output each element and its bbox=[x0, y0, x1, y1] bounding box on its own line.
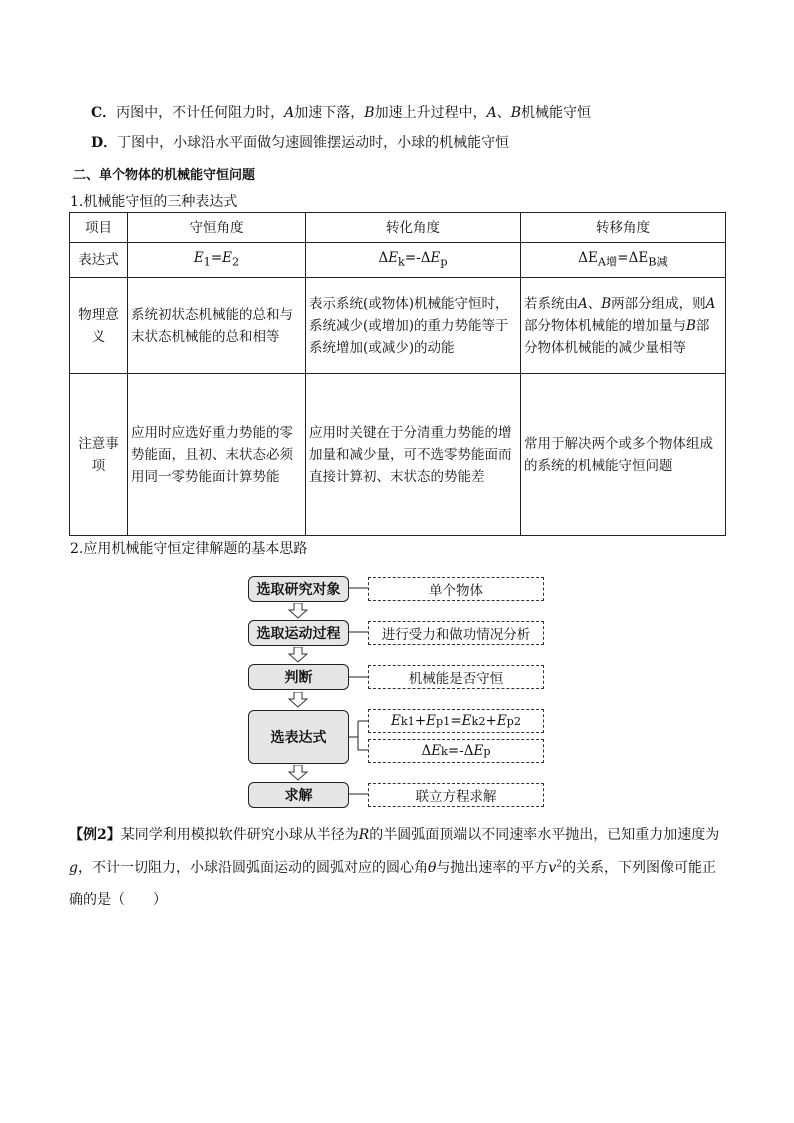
flow-step-judge: 判断 bbox=[248, 664, 349, 690]
flow-step-select-object: 选取研究对象 bbox=[248, 576, 349, 602]
table-row-notes bbox=[70, 374, 726, 536]
option-c-text: 丙图中，不计任何阻力时， bbox=[116, 105, 285, 121]
subheading-1: 1.机械能守恒的三种表达式 bbox=[70, 194, 238, 210]
expr-conservation: $E_1=E_2$ bbox=[128, 243, 306, 278]
arrow-down-icon bbox=[288, 692, 308, 708]
example-tag: 【例2】 bbox=[69, 827, 121, 843]
example-line-2: g，不计一切阻力，小球沿圆弧面运动的圆弧对应的圆心角θ与抛出速率的平方$v^2$的关系，下列图像可能正 bbox=[69, 859, 717, 876]
flow-note-expr-a: E k1 + E p1 = E k2 + E p2 bbox=[368, 709, 544, 733]
table-row-meaning bbox=[70, 278, 726, 374]
arrow-down-icon bbox=[288, 765, 308, 781]
table-header: 项目 bbox=[70, 213, 128, 243]
option-d-text: 丁图中，小球沿水平面做匀速圆锥摆运动时，小球的机械能守恒 bbox=[117, 135, 510, 151]
table-header: 守恒角度 bbox=[128, 213, 306, 243]
option-c-text: 机械能守恒 bbox=[521, 105, 591, 121]
arrow-down-icon bbox=[288, 647, 308, 663]
table-row-expression bbox=[70, 243, 726, 278]
subheading-2: 2.应用机械能守恒定律解题的基本思路 bbox=[70, 541, 308, 557]
section-heading: 二、单个物体的机械能守恒问题 bbox=[73, 168, 256, 183]
option-c-text: 、 bbox=[496, 105, 511, 121]
note-conservation: 应用时应选好重力势能的零势能面，且初、末状态必须用同一零势能面计算势能 bbox=[128, 374, 306, 536]
note-conversion: 应用时关键在于分清重力势能的增加量和减少量，可不选零势能面而直接计算初、末状态的势能差 bbox=[306, 374, 521, 536]
row-label: 注意事项 bbox=[70, 374, 128, 536]
flow-note-force-work: 进行受力和做功情况分析 bbox=[368, 621, 544, 645]
option-c-label: C． bbox=[91, 105, 117, 121]
row-label: 物理意义 bbox=[70, 278, 128, 374]
meaning-transfer: 若系统由A、B两部分组成，则A部分物体机械能的增加量与B部分物体机械能的减少量相等 bbox=[521, 278, 726, 374]
table-header-row bbox=[70, 213, 726, 243]
arrow-down-icon bbox=[288, 603, 308, 619]
conservation-table bbox=[69, 212, 726, 536]
flow-step-select-expression: 选表达式 bbox=[248, 710, 349, 764]
flow-step-select-process: 选取运动过程 bbox=[248, 620, 349, 646]
expr-transfer: $\Delta E_{A增}=\Delta E_{B减}$ bbox=[521, 243, 726, 278]
option-c-text: 加速上升过程中， bbox=[374, 105, 487, 121]
meaning-conversion: 表示系统(或物体)机械能守恒时，系统减少(或增加)的重力势能等于系统增加(或减少)的动能 bbox=[306, 278, 521, 374]
table-header: 转化角度 bbox=[306, 213, 521, 243]
flow-note-single-object: 单个物体 bbox=[368, 577, 544, 601]
var-b: B bbox=[364, 105, 375, 121]
option-d bbox=[91, 132, 509, 152]
flow-note-conserved: 机械能是否守恒 bbox=[368, 665, 544, 689]
flow-step-solve: 求解 bbox=[248, 782, 349, 808]
var-a: A bbox=[284, 105, 295, 121]
var-b: B bbox=[510, 105, 521, 121]
option-c bbox=[91, 102, 591, 122]
row-label: 表达式 bbox=[70, 243, 128, 278]
option-c-text: 加速下落， bbox=[294, 105, 365, 121]
option-d-label: D． bbox=[91, 135, 118, 151]
flow-connectors bbox=[340, 570, 380, 810]
note-transfer: 常用于解决两个或多个物体组成的系统的机械能守恒问题 bbox=[521, 374, 726, 536]
meaning-conservation: 系统初状态机械能的总和与末状态机械能的总和相等 bbox=[128, 278, 306, 374]
example-line-1: 【例2】某同学利用模拟软件研究小球从半径为R的半圆弧面顶端以不同速率水平抛出，已知重力加速度为 bbox=[69, 827, 720, 843]
flow-note-expr-b: Δ E k =-Δ E p bbox=[368, 739, 544, 763]
flow-note-solve: 联立方程求解 bbox=[368, 783, 544, 807]
expr-conversion: $\Delta E_k=-\Delta E_p$ bbox=[306, 243, 521, 278]
var-a: A bbox=[486, 105, 497, 121]
table-header: 转移角度 bbox=[521, 213, 726, 243]
example-line-3: 确的是（ ） bbox=[69, 892, 167, 908]
